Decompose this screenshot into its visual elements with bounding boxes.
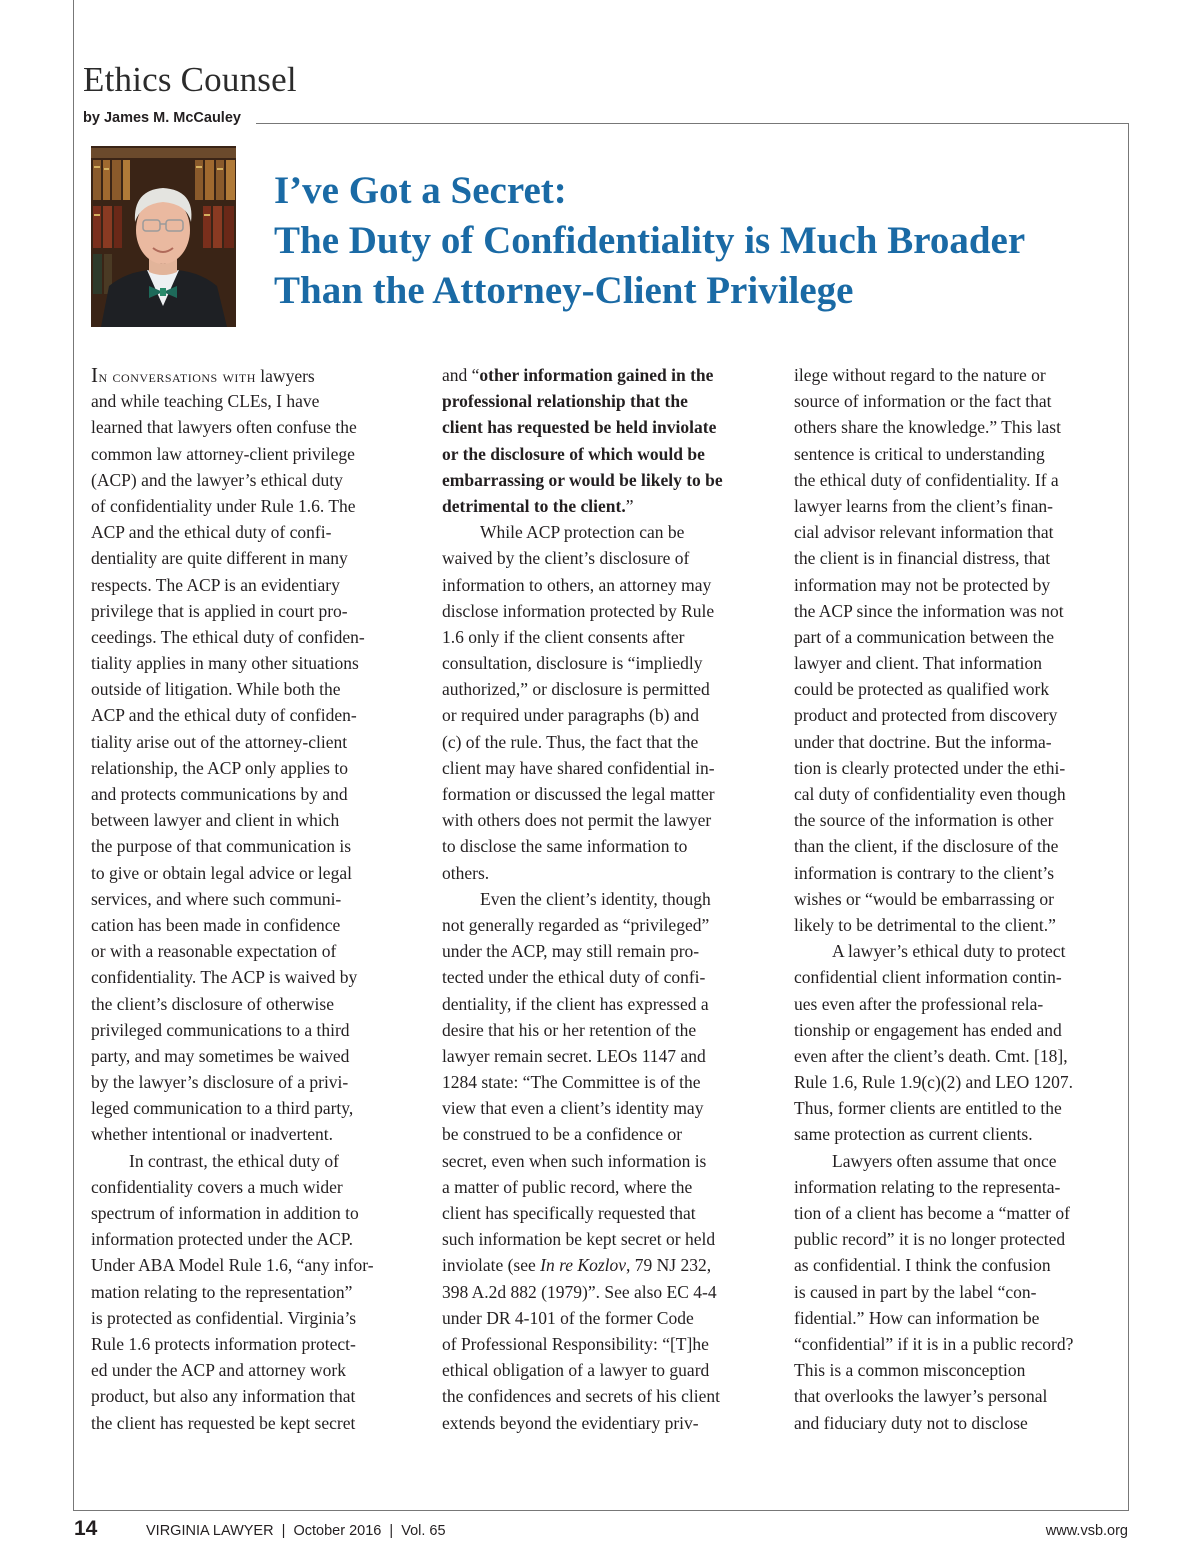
text-run: 398 A.2d 882 (1979)”. See also EC 4-4 <box>442 1281 717 1302</box>
text-run: (ACP) and the lawyer’s ethical duty <box>91 469 343 490</box>
text-line <box>442 1017 767 1043</box>
text-line <box>794 1357 1119 1383</box>
text-run: tion is clearly protected under the ethi- <box>794 757 1066 778</box>
text-line <box>794 807 1119 833</box>
text-run: privilege that is applied in court pro- <box>91 600 348 621</box>
text-run: mation relating to the representation” <box>91 1281 353 1302</box>
text-run: between lawyer and client in which <box>91 810 340 831</box>
text-run: party, and may sometimes be waived <box>91 1045 350 1066</box>
text-run: with others does not permit the lawyer <box>442 810 712 831</box>
text-line <box>442 493 767 519</box>
text-line <box>91 519 416 545</box>
text-run: lawyer remain secret. LEOs 1147 and <box>442 1045 706 1066</box>
text-run: authorized,” or disclosure is permitted <box>442 679 710 700</box>
text-line <box>442 624 767 650</box>
text-run: dentiality, if the client has expressed a <box>442 993 709 1014</box>
text-line <box>794 1043 1119 1069</box>
frame-rule-left <box>73 0 74 1511</box>
title-line: The Duty of Confidentiality is Much Broader <box>274 219 1026 262</box>
text-line <box>442 938 767 964</box>
text-line <box>794 598 1119 624</box>
text-line <box>442 572 767 598</box>
text-run: under that doctrine. But the informa- <box>794 731 1052 752</box>
text-run: Even the client’s identity, though <box>480 888 711 909</box>
text-run: outside of litigation. While both the <box>91 679 341 700</box>
text-run: respects. The ACP is an evidentiary <box>91 574 340 595</box>
text-run: relationship, the ACP only applies to <box>91 757 348 778</box>
byline: by James M. McCauley <box>83 110 241 126</box>
text-run: whether intentional or inadvertent. <box>91 1124 334 1145</box>
text-run: likely to be detrimental to the client.” <box>794 914 1056 935</box>
text-run: or required under paragraphs (b) and <box>442 705 700 726</box>
text-line <box>442 702 767 728</box>
text-run: wishes or “would be embarrassing or <box>794 888 1055 909</box>
text-line <box>91 938 416 964</box>
text-line <box>91 781 416 807</box>
text-line <box>91 860 416 886</box>
text-run: ACP and the ethical duty of confiden- <box>91 705 357 726</box>
text-run: even after the client’s death. Cmt. [18], <box>794 1045 1068 1066</box>
text-run: This is a common misconception <box>794 1360 1026 1381</box>
text-line <box>442 1305 767 1331</box>
text-run: lawyer and client. That information <box>794 653 1042 674</box>
text-line <box>794 624 1119 650</box>
text-run: While ACP protection can be <box>480 522 685 543</box>
text-line <box>442 886 767 912</box>
text-run: to give or obtain legal advice or legal <box>91 862 352 883</box>
text-line <box>794 1174 1119 1200</box>
text-run: and “ <box>442 365 480 385</box>
text-run: a matter of public record, where the <box>442 1176 693 1197</box>
text-run: sentence is critical to understanding <box>794 443 1045 464</box>
text-run: under DR 4-101 of the former Code <box>442 1307 694 1328</box>
text-run: information relating to the representa- <box>794 1176 1061 1197</box>
text-run: cial advisor relevant information that <box>794 522 1054 543</box>
text-run: common law attorney-client privilege <box>91 443 355 464</box>
text-line <box>794 519 1119 545</box>
text-run: privileged communications to a third <box>91 1019 350 1040</box>
text-line <box>794 1410 1119 1436</box>
text-line <box>91 755 416 781</box>
text-line <box>91 1226 416 1252</box>
text-line <box>442 755 767 781</box>
text-run: leged communication to a third party, <box>91 1098 354 1119</box>
text-run: under the ACP, may still remain pro- <box>442 941 700 962</box>
text-line <box>442 1095 767 1121</box>
text-line <box>794 729 1119 755</box>
text-run: client has specifically requested that <box>442 1203 696 1223</box>
text-run: cal duty of confidentiality even though <box>794 784 1066 804</box>
text-run: tion of a client has become a “matter of <box>794 1203 1070 1223</box>
text-run: source of information or the fact that <box>794 391 1052 412</box>
text-line <box>794 1383 1119 1409</box>
title-line: I’ve Got a Secret: <box>274 169 567 212</box>
text-run: desire that his or her retention of the <box>442 1019 697 1040</box>
text-run: the ACP since the information was not <box>794 600 1064 621</box>
text-run: A lawyer’s ethical duty to protect <box>832 941 1066 962</box>
text-line <box>91 1174 416 1200</box>
text-run: 1.6 only if the client consents after <box>442 626 685 647</box>
text-line <box>794 572 1119 598</box>
text-line <box>794 860 1119 886</box>
text-run: could be protected as qualified work <box>794 679 1050 700</box>
text-line <box>91 388 416 414</box>
text-run: client has requested be held inviolate <box>442 417 717 438</box>
text-run: secret, even when such information is <box>442 1150 707 1171</box>
column-heading: Ethics Counsel <box>83 60 297 99</box>
text-line <box>91 886 416 912</box>
text-run: the purpose of that communication is <box>91 836 352 857</box>
text-run: to disclose the same information to <box>442 836 688 857</box>
text-line <box>91 650 416 676</box>
text-line <box>442 912 767 938</box>
text-line <box>442 414 767 440</box>
text-run: the confidences and secrets of his client <box>442 1386 720 1407</box>
text-line <box>91 912 416 938</box>
text-line <box>794 1279 1119 1305</box>
author-portrait-icon <box>91 146 236 327</box>
text-run: detrimental to the client. <box>442 495 626 516</box>
text-run: and fiduciary duty not to disclose <box>794 1412 1028 1433</box>
text-line <box>794 650 1119 676</box>
text-run: same protection as current clients. <box>794 1124 1033 1145</box>
text-line <box>91 1331 416 1357</box>
frame-rule-top <box>256 123 1129 124</box>
text-line <box>442 676 767 702</box>
text-line <box>91 1017 416 1043</box>
text-run: such information be kept secret or held <box>442 1229 716 1250</box>
text-run: client may have shared confidential in- <box>442 757 715 778</box>
text-line <box>794 833 1119 859</box>
text-line <box>91 729 416 755</box>
text-run: cation has been made in confidence <box>91 914 341 935</box>
text-line <box>442 860 767 886</box>
text-run: 1284 state: “The Committee is of the <box>442 1072 701 1093</box>
text-line <box>794 676 1119 702</box>
text-run: by the lawyer’s disclosure of a privi- <box>91 1072 349 1093</box>
text-run: confidential client information contin- <box>794 967 1062 988</box>
text-run: consultation, disclosure is “impliedly <box>442 653 703 674</box>
text-line <box>91 362 416 388</box>
text-line <box>442 1043 767 1069</box>
text-run: dentiality are quite different in many <box>91 548 348 569</box>
text-line <box>91 598 416 624</box>
text-line <box>91 676 416 702</box>
text-line <box>794 1200 1119 1226</box>
text-run: spectrum of information in addition to <box>91 1203 359 1223</box>
text-run: product and protected from discovery <box>794 705 1058 726</box>
text-line <box>794 1069 1119 1095</box>
text-line <box>442 833 767 859</box>
text-run: Lawyers often assume that once <box>832 1150 1057 1171</box>
text-line <box>91 702 416 728</box>
text-run: as confidential. I think the confusion <box>794 1255 1051 1276</box>
text-run: professional relationship that the <box>442 391 688 412</box>
text-line <box>794 1252 1119 1278</box>
text-line <box>442 1252 767 1278</box>
website-link[interactable]: www.vsb.org <box>1045 1523 1128 1539</box>
text-line <box>442 1357 767 1383</box>
text-line <box>91 1252 416 1278</box>
text-run: fidential.” How can information be <box>794 1307 1040 1328</box>
text-run: , 79 NJ 232, <box>626 1255 712 1276</box>
page-number: 14 <box>74 1517 98 1540</box>
text-line <box>794 1121 1119 1147</box>
text-line <box>794 1017 1119 1043</box>
text-line <box>442 964 767 990</box>
text-line <box>91 1148 416 1174</box>
text-run: confidentiality covers a much wider <box>91 1176 343 1197</box>
text-run: ed under the ACP and attorney work <box>91 1360 346 1381</box>
text-line <box>794 1305 1119 1331</box>
text-run: is caused in part by the label “con- <box>794 1281 1037 1302</box>
text-run: inviolate (see <box>442 1255 541 1276</box>
text-run: information protected under the ACP. <box>91 1229 353 1250</box>
text-line <box>794 441 1119 467</box>
text-run: information may not be protected by <box>794 574 1051 595</box>
body-column-2 <box>442 362 767 1436</box>
text-line <box>442 388 767 414</box>
text-run: the client has requested be kept secret <box>91 1412 356 1433</box>
text-run: In contrast, the ethical duty of <box>129 1150 339 1171</box>
text-line <box>794 545 1119 571</box>
article-title <box>274 166 1114 316</box>
text-line <box>442 1226 767 1252</box>
text-line <box>794 755 1119 781</box>
text-line <box>442 545 767 571</box>
text-run: tionship or engagement has ended and <box>794 1019 1062 1040</box>
text-run: services, and where such communi- <box>91 888 342 909</box>
text-run: n conversations with <box>98 366 256 386</box>
text-run: ACP and the ethical duty of confi- <box>91 522 332 543</box>
text-line <box>794 467 1119 493</box>
text-run: lawyer learns from the client’s finan- <box>794 495 1053 516</box>
text-run: that overlooks the lawyer’s personal <box>794 1386 1048 1407</box>
text-line <box>91 1095 416 1121</box>
text-run: public record” it is no longer protected <box>794 1229 1066 1250</box>
text-run: or the disclosure of which would be <box>442 443 705 464</box>
text-line <box>91 1279 416 1305</box>
text-run: others share the knowledge.” This last <box>794 417 1061 438</box>
text-line <box>442 1383 767 1409</box>
text-run: ilege without regard to the nature or <box>794 365 1046 385</box>
text-line <box>794 781 1119 807</box>
text-line <box>91 1410 416 1436</box>
text-line <box>794 1226 1119 1252</box>
text-run: Thus, former clients are entitled to the <box>794 1098 1062 1119</box>
text-line <box>91 493 416 519</box>
text-line <box>794 938 1119 964</box>
text-run: I <box>91 363 99 387</box>
text-line <box>91 624 416 650</box>
text-line <box>794 1331 1119 1357</box>
text-run: and protects communications by and <box>91 784 348 804</box>
text-line <box>442 807 767 833</box>
text-run: learned that lawyers often confuse the <box>91 417 357 438</box>
text-line <box>91 467 416 493</box>
text-run: part of a communication between the <box>794 626 1054 647</box>
text-run: waived by the client’s disclosure of <box>442 548 690 569</box>
text-run: tected under the ethical duty of confi- <box>442 967 706 988</box>
text-run: and while teaching CLEs, I have <box>91 391 320 412</box>
text-line <box>91 1121 416 1147</box>
text-line <box>91 441 416 467</box>
text-run: of Professional Responsibility: “[T]he <box>442 1333 709 1354</box>
text-run: not generally regarded as “privileged” <box>442 914 710 935</box>
text-run: ” <box>625 495 634 516</box>
text-line <box>442 1279 767 1305</box>
body-column-1 <box>91 362 416 1436</box>
text-line <box>91 545 416 571</box>
text-line <box>442 1331 767 1357</box>
text-line <box>91 807 416 833</box>
text-run: lawyers <box>255 366 315 386</box>
text-line <box>91 1069 416 1095</box>
text-line <box>91 1043 416 1069</box>
text-run: product, but also any information that <box>91 1386 356 1407</box>
text-run: view that even a client’s identity may <box>442 1098 704 1119</box>
text-line <box>442 1200 767 1226</box>
text-line <box>794 912 1119 938</box>
text-line <box>442 781 767 807</box>
text-run: the client’s disclosure of otherwise <box>91 993 334 1014</box>
frame-rule-right <box>1128 123 1129 1511</box>
text-line <box>794 886 1119 912</box>
text-run: the ethical duty of confidentiality. If a <box>794 469 1059 490</box>
text-line <box>91 414 416 440</box>
text-line <box>442 467 767 493</box>
text-run: tiality applies in many other situations <box>91 653 359 674</box>
text-line <box>794 964 1119 990</box>
text-run: confidentiality. The ACP is waived by <box>91 967 358 988</box>
text-run: “confidential” if it is in a public record? <box>794 1333 1074 1354</box>
text-run: disclose information protected by Rule <box>442 600 715 621</box>
text-line <box>794 1148 1119 1174</box>
text-line <box>91 1305 416 1331</box>
text-line <box>91 964 416 990</box>
text-line <box>794 991 1119 1017</box>
text-run: be construed to be a confidence or <box>442 1124 683 1145</box>
text-line <box>794 1095 1119 1121</box>
text-run: or with a reasonable expectation of <box>91 941 337 962</box>
text-line <box>442 1148 767 1174</box>
text-run: the source of the information is other <box>794 810 1054 831</box>
text-run: Rule 1.6, Rule 1.9(c)(2) and LEO 1207. <box>794 1072 1073 1093</box>
text-line <box>91 991 416 1017</box>
text-run: than the client, if the disclosure of the <box>794 836 1059 857</box>
text-line <box>442 729 767 755</box>
text-run: ethical obligation of a lawyer to guard <box>442 1360 710 1381</box>
text-run: information to others, an attorney may <box>442 574 712 595</box>
text-run: embarrassing or would be likely to be <box>442 469 723 490</box>
text-line <box>442 1121 767 1147</box>
text-run: the client is in financial distress, that <box>794 548 1051 569</box>
text-run: formation or discussed the legal matter <box>442 784 715 804</box>
text-line <box>91 572 416 598</box>
text-run: tiality arise out of the attorney-client <box>91 731 348 752</box>
text-line <box>442 991 767 1017</box>
text-line <box>442 1174 767 1200</box>
text-line <box>794 388 1119 414</box>
text-line <box>794 702 1119 728</box>
text-line <box>91 1200 416 1226</box>
text-line <box>442 519 767 545</box>
text-run: of confidentiality under Rule 1.6. The <box>91 495 356 516</box>
text-run: ceedings. The ethical duty of confiden- <box>91 626 365 647</box>
publication-info: VIRGINIA LAWYER | October 2016 | Vol. 65 <box>146 1523 446 1539</box>
body-column-3 <box>794 362 1119 1436</box>
text-line <box>442 650 767 676</box>
text-run: extends beyond the evidentiary priv- <box>442 1412 699 1433</box>
text-run: others. <box>442 862 490 883</box>
text-line <box>794 362 1119 388</box>
text-run: is protected as confidential. Virginia’s <box>91 1307 357 1328</box>
text-run: (c) of the rule. Thus, the fact that the <box>442 731 699 752</box>
text-run: Under ABA Model Rule 1.6, “any infor- <box>91 1255 374 1276</box>
text-line <box>794 493 1119 519</box>
text-run: other information gained in the <box>479 365 714 385</box>
text-line <box>442 598 767 624</box>
text-run: In re Kozlov <box>540 1255 627 1276</box>
text-line <box>442 1410 767 1436</box>
title-line: Than the Attorney-Client Privilege <box>274 269 854 312</box>
text-run: ues even after the professional rela- <box>794 993 1044 1014</box>
text-line <box>91 1383 416 1409</box>
text-line <box>442 441 767 467</box>
text-line <box>91 833 416 859</box>
text-run: information is contrary to the client’s <box>794 862 1055 883</box>
text-line <box>794 414 1119 440</box>
text-run: Rule 1.6 protects information protect- <box>91 1333 356 1354</box>
text-line <box>442 362 767 388</box>
frame-rule-bottom <box>73 1510 1129 1511</box>
text-line <box>442 1069 767 1095</box>
text-line <box>91 1357 416 1383</box>
